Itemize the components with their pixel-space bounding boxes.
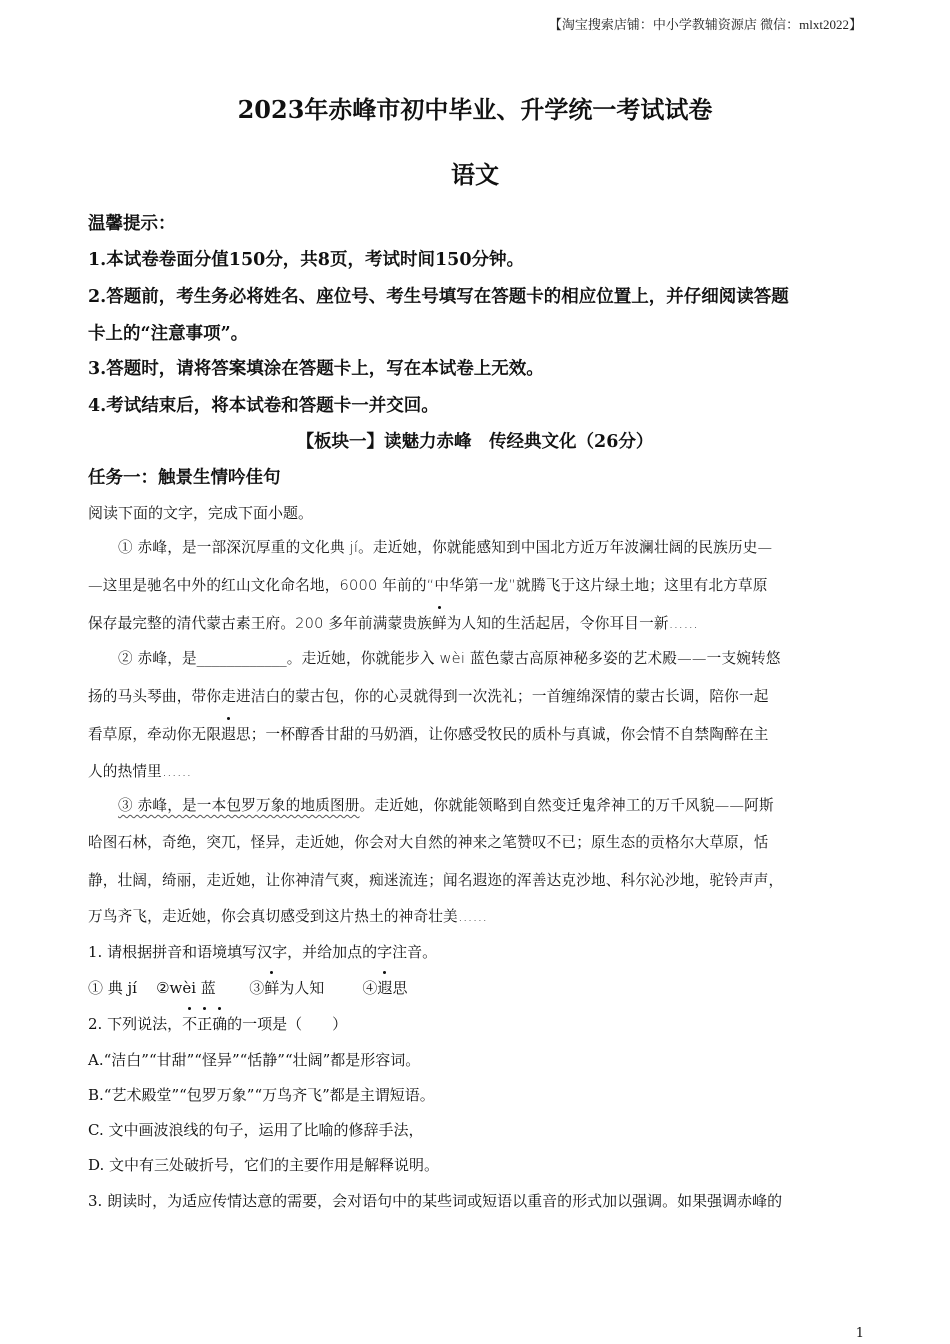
dotted-char: 正 (197, 1015, 213, 1033)
passage-p2-line-1: ② 赤峰，是____________。走近她，你就能步入 wèi 蓝色蒙古高原神秘多姿的艺术殿——一支婉转悠 (118, 650, 781, 667)
subject-title: 语文 (451, 160, 499, 189)
tip-item-3: 3.答题时，请将答案填涂在答题卡上，写在本试卷上无效。 (88, 359, 544, 379)
tip-item-2-cont: 卡上的“注意事项”。 (88, 324, 249, 344)
dotted-char: 不 (182, 1015, 198, 1033)
tips-heading: 温馨提示： (88, 214, 176, 234)
passage-p2-line-3: 看草原，牵动你无限遐思；一杯醇香甘甜的马奶酒，让你感受牧民的质朴与真诚，你会情不自禁陶醉在主 (88, 723, 769, 744)
passage-p1-line-1: ① 赤峰，是一部深沉厚重的文化典 jí。走近她，你就能感知到中国北方近万年波澜壮阔的民族历史— (118, 539, 773, 556)
passage-p2-line-4: 人的热情里…… (88, 763, 192, 780)
dotted-char: 鲜 (264, 979, 280, 997)
passage-p3-line-3: 静，壮阔，绮丽，走近她，让你神清气爽，痴迷流连；闻名遐迩的浑善达克沙地、科尔沁沙地，驼铃声声， (88, 872, 784, 889)
tip-item-1: 1.本试卷卷面分值150分，共8页，考试时间150分钟。 (88, 250, 525, 270)
dotted-char: 遐 (221, 723, 236, 744)
exam-title: 2023年赤峰市初中毕业、升学统一考试试卷 (237, 95, 713, 124)
passage-p1-line-3: 保存最完整的清代蒙古素王府。200 多年前满蒙贵族鲜为人知的生活起居，令你耳目一新…… (88, 612, 698, 633)
dotted-char: 确 (212, 1015, 228, 1033)
question-3: 3. 朗读时，为适应传情达意的需要，会对语句中的某些词或短语以重音的形式加以强调。如果强调赤峰的 (88, 1192, 783, 1210)
dotted-char: 遐 (377, 979, 393, 997)
page-number: 1 (855, 1326, 864, 1341)
task-title: 任务一：触景生情吟佳句 (88, 468, 281, 488)
option-c: C. 文中画波浪线的句子，运用了比喻的修辞手法， (88, 1121, 424, 1139)
option-a: A.“洁白”“甘甜”“怪异”“恬静”“壮阔”都是形容词。 (88, 1051, 421, 1069)
option-b: B.“艺术殿堂”“包罗万象”“万鸟齐飞”都是主谓短语。 (88, 1086, 435, 1104)
option-d: D. 文中有三处破折号，它们的主要作用是解释说明。 (88, 1156, 440, 1174)
passage-p3-line-2: 哈图石林，奇绝，突兀，怪异，走近她，你会对大自然的神来之笔赞叹不已；原生态的贡格尔大草原，恬 (88, 834, 769, 851)
task-instruction: 阅读下面的文字，完成下面小题。 (88, 504, 314, 522)
passage-p2-line-2: 扬的马头琴曲，带你走进洁白的蒙古包，你的心灵就得到一次洗礼；一首缠绵深情的蒙古长调，陪你一起 (88, 688, 769, 705)
tip-item-4: 4.考试结束后，将本试卷和答题卡一并交回。 (88, 396, 439, 416)
shop-watermark: 【淘宝搜索店铺：中小学教辅资源店 微信：mlxt2022】 (548, 17, 862, 32)
tip-item-2: 2.答题前，考生务必将姓名、座位号、考生号填写在答题卡的相应位置上，并仔细阅读答题 (88, 287, 789, 307)
passage-p1-line-2: —这里是驰名中外的红山文化命名地，6000 年前的“中华第一龙”就腾飞于这片绿土地；这里有北方草原 (88, 577, 768, 594)
passage-p3-line-1: ③ 赤峰，是一本包罗万象的地质图册。走近她，你就能领略到自然变迁鬼斧神工的万千风貌——阿斯 (118, 797, 774, 814)
question-1: 1. 请根据拼音和语境填写汉字，并给加点的字注音。 (88, 943, 438, 961)
question-2: 2. 下列说法，不正确的一项是（ ） (88, 1015, 348, 1033)
section-title: 【板块一】读魅力赤峰 传经典文化（26分） (296, 432, 654, 452)
wavy-underlined-sentence: ③ 赤峰，是一本包罗万象的地质图册 (118, 797, 360, 814)
question-1-parts: ① 典 jí ②wèi 蓝 ③鲜为人知 ④遐思 (88, 979, 408, 997)
dotted-char: 鲜 (432, 612, 447, 633)
passage-p3-line-4: 万鸟齐飞，走近她，你会真切感受到这片热土的神奇壮美…… (88, 908, 488, 925)
